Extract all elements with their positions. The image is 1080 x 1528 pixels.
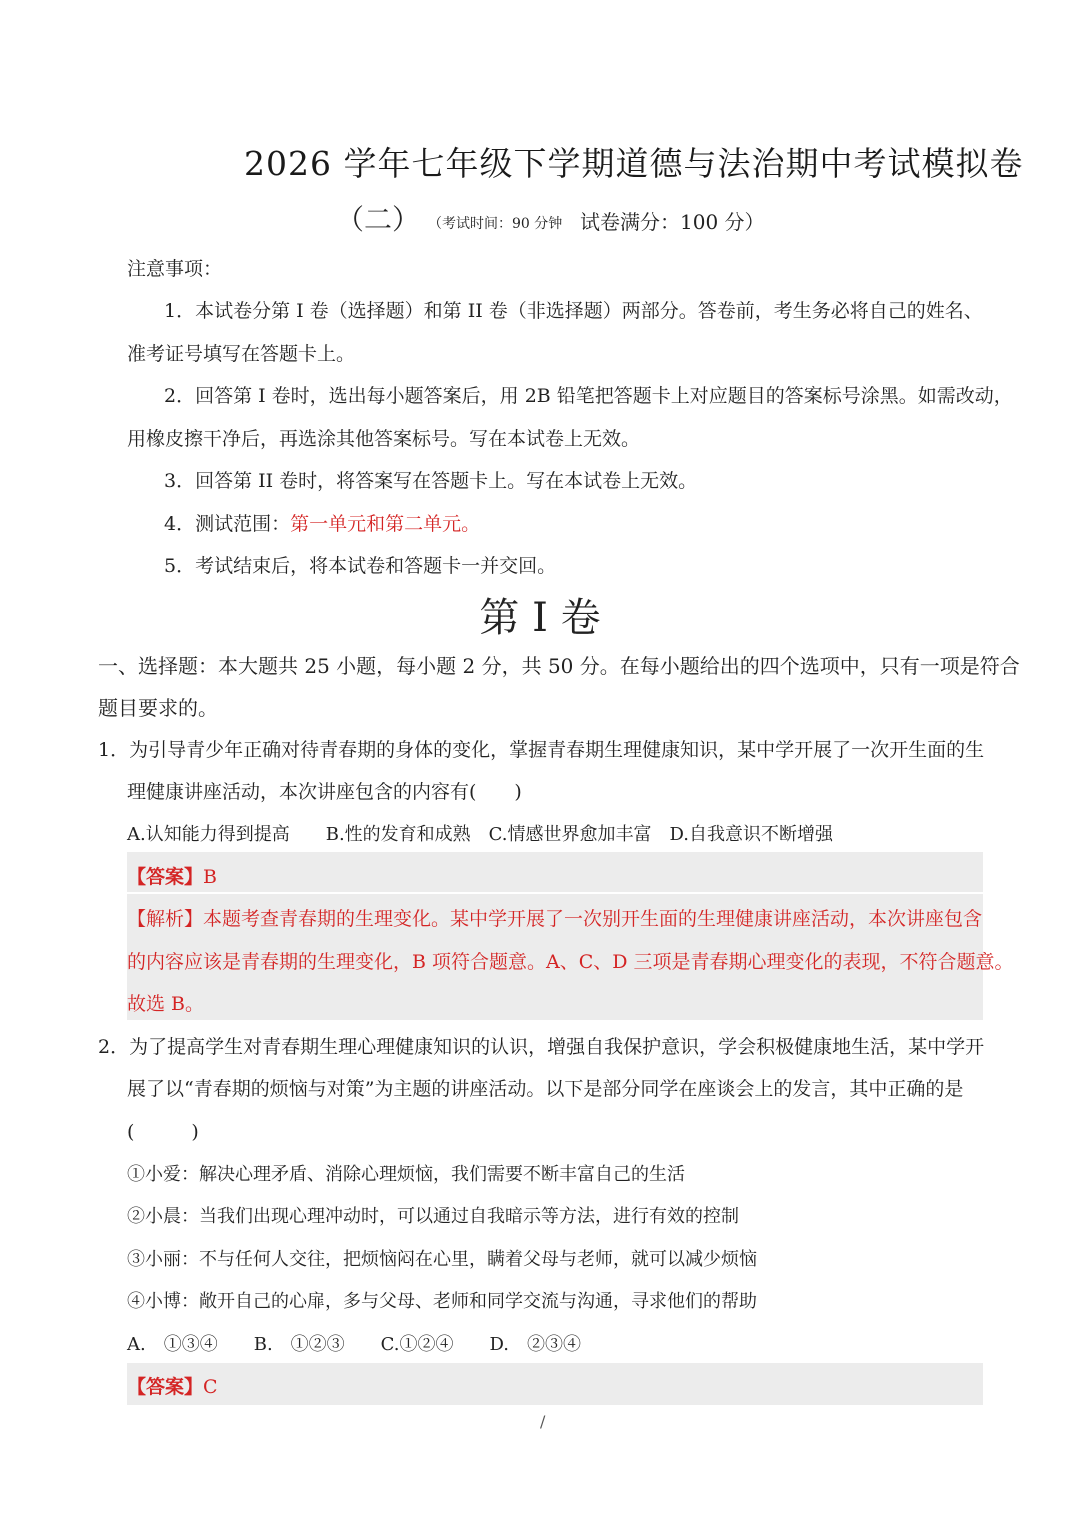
notice-item-5: 5．考试结束后，将本试卷和答题卡一并交回。 bbox=[164, 555, 557, 577]
q2-stem-line1: 2．为了提高学生对青春期生理心理健康知识的认识，增强自我保护意识，学会积极健康地生活，某中学开 bbox=[98, 1036, 985, 1058]
full-score: 试卷满分：100 分） bbox=[580, 210, 765, 234]
notice-item-1-line1: 1．本试卷分第 I 卷（选择题）和第 II 卷（非选择题）两部分。答卷前，考生务必将自己的姓名、 bbox=[164, 300, 983, 322]
test-scope-highlight: 第一单元和第二单元。 bbox=[290, 513, 481, 535]
q2-options: A. ①③④ B. ①②③ C.①②④ D. ②③④ bbox=[127, 1334, 582, 1355]
q1-analysis-line2: 的内容应该是青春期的生理变化，B 项符合题意。A、C、D 三项是青春期心理变化的表现，不符合题意。 bbox=[127, 951, 1014, 973]
notice-item-3: 3．回答第 II 卷时，将答案写在答题卡上。写在本试卷上无效。 bbox=[164, 470, 698, 492]
page-footer-mark: / bbox=[540, 1412, 546, 1431]
notice-heading: 注意事项： bbox=[127, 258, 223, 280]
q2-answer bbox=[127, 1372, 218, 1399]
q2-answer-label: 【答案】 bbox=[127, 1376, 204, 1398]
q2-statement-2: ②小晨：当我们出现心理冲动时，可以通过自我暗示等方法，进行有效的控制 bbox=[127, 1206, 739, 1227]
section-instruction-line2: 题目要求的。 bbox=[98, 696, 218, 720]
q1-analysis-line3: 故选 B。 bbox=[127, 993, 205, 1015]
q1-answer-label: 【答案】 bbox=[127, 866, 204, 888]
q2-stem-line2: 展了以“青春期的烦恼与对策”为主题的讲座活动。以下是部分同学在座谈会上的发言，其中正确的是 bbox=[127, 1078, 964, 1100]
q2-statement-1: ①小爱：解决心理矛盾、消除心理烦恼，我们需要不断丰富自己的生活 bbox=[127, 1164, 685, 1185]
q1-answer-value: B bbox=[203, 866, 217, 888]
q1-stem-line2: 理健康讲座活动，本次讲座包含的内容有( ) bbox=[127, 781, 522, 803]
section-instruction-line1: 一、选择题：本大题共 25 小题，每小题 2 分，共 50 分。在每小题给出的四个选项中，只有一项是符合 bbox=[98, 654, 1020, 678]
q1-stem-line1: 1．为引导青少年正确对待青春期的身体的变化，掌握青春期生理健康知识，某中学开展了一次开生面的生 bbox=[98, 739, 985, 761]
q1-answer-box bbox=[127, 852, 983, 892]
notice-item-1-line2: 准考证号填写在答题卡上。 bbox=[127, 343, 356, 365]
q1-analysis-line1: 【解析】本题考查青春期的生理变化。某中学开展了一次别开生面的生理健康讲座活动，本次讲座包含 bbox=[127, 908, 983, 930]
notice-item-2-line1: 2．回答第 I 卷时，选出每小题答案后，用 2B 铅笔把答题卡上对应题目的答案标号涂黑。如需改动， bbox=[164, 385, 1013, 407]
q2-answer-box bbox=[127, 1363, 983, 1405]
q1-answer bbox=[127, 862, 217, 889]
notice-item-2-line2: 用橡皮擦干净后，再选涂其他答案标号。写在本试卷上无效。 bbox=[127, 428, 641, 450]
q1-options: A.认知能力得到提高 B.性的发育和成熟 C.情感世界愈加丰富 D.自我意识不断增强 bbox=[127, 824, 834, 845]
exam-title: 2026 学年七年级下学期道德与法治期中考试模拟卷 bbox=[244, 144, 1024, 183]
notice-item-4 bbox=[164, 509, 480, 536]
q2-answer-value: C bbox=[203, 1376, 218, 1398]
notice-item-4-prefix: 4．测试范围： bbox=[164, 513, 291, 535]
q2-statement-3: ③小丽：不与任何人交往，把烦恼闷在心里，瞒着父母与老师，就可以减少烦恼 bbox=[127, 1249, 757, 1270]
q2-stem-line3: ( ) bbox=[127, 1121, 199, 1143]
exam-title-suffix: （二） bbox=[336, 203, 421, 236]
section-title: 第 I 卷 bbox=[479, 595, 601, 641]
exam-time: （考试时间：90 分钟 bbox=[428, 216, 563, 232]
q2-statement-4: ④小博：敞开自己的心扉，多与父母、老师和同学交流与沟通，寻求他们的帮助 bbox=[127, 1291, 757, 1312]
